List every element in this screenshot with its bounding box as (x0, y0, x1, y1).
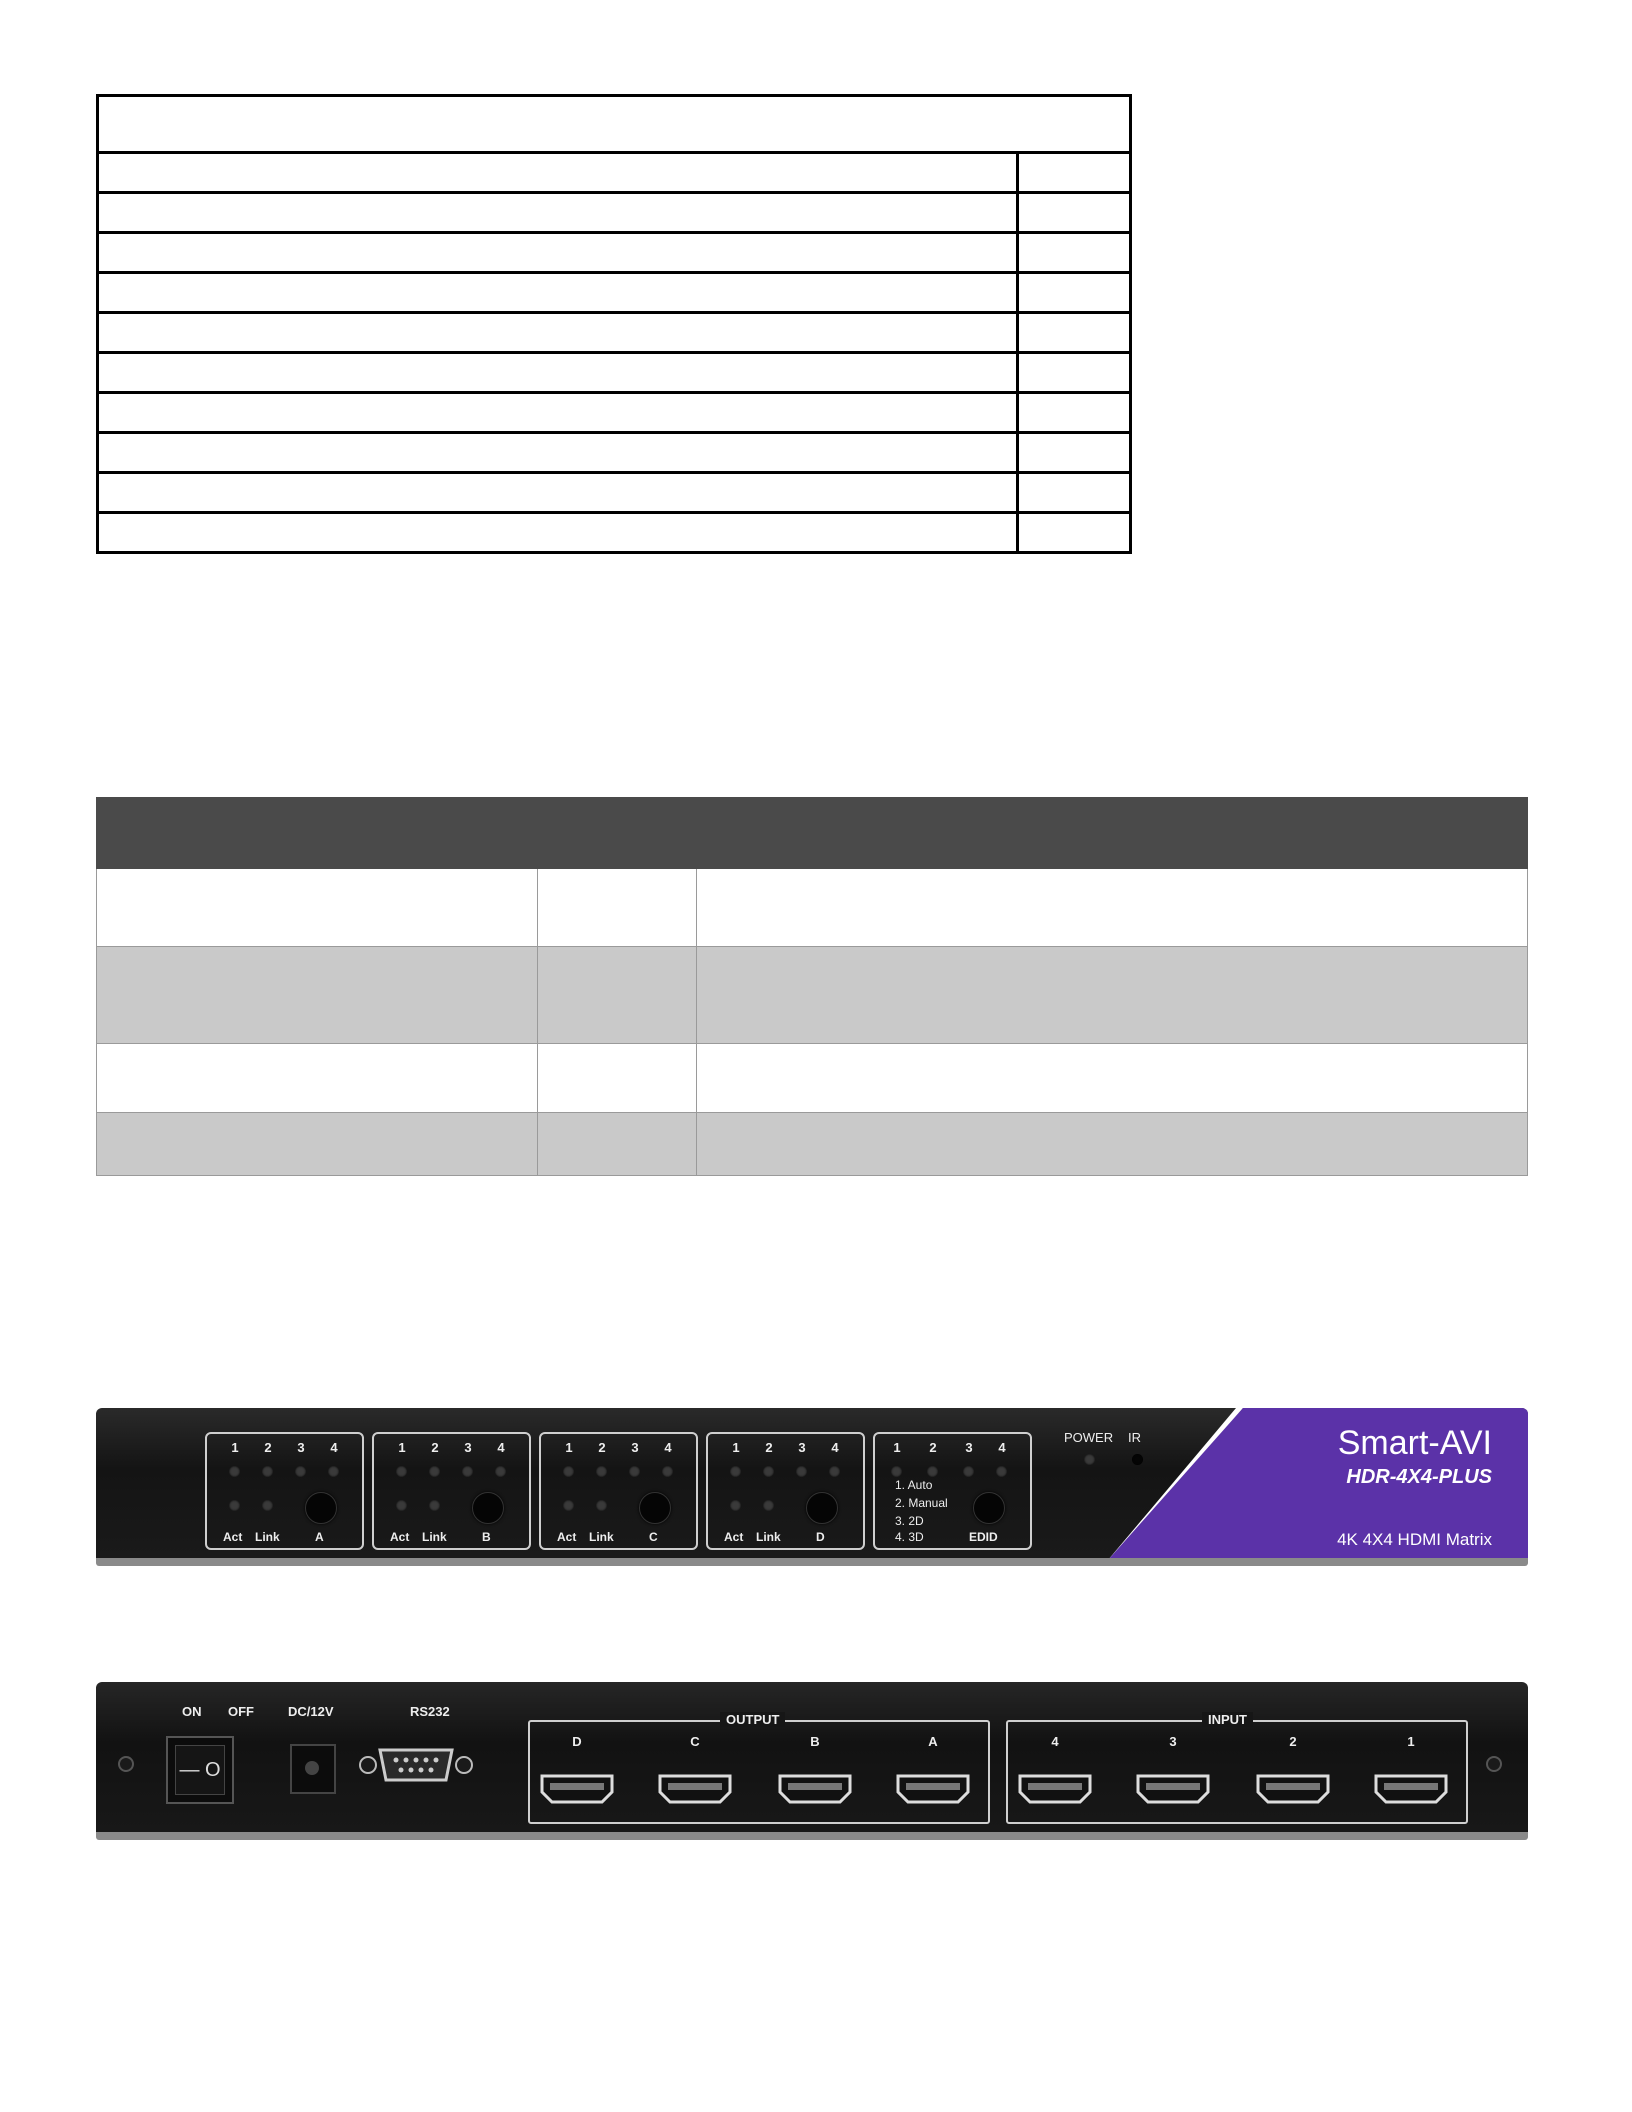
group-label: C (649, 1530, 658, 1544)
port-label: 2 (1289, 1734, 1297, 1749)
led-number: 2 (431, 1440, 439, 1455)
power-label: POWER (1064, 1430, 1114, 1445)
link-label: Link (255, 1530, 280, 1544)
output-title: OUTPUT (720, 1712, 785, 1727)
hdmi-port-icon[interactable] (1374, 1772, 1448, 1806)
link-label: Link (589, 1530, 614, 1544)
front-panel-base (96, 1558, 1528, 1566)
on-label: ON (182, 1704, 202, 1719)
led-indicator (662, 1466, 673, 1477)
led-number: 1 (893, 1440, 901, 1455)
hdmi-port-icon[interactable] (1018, 1772, 1092, 1806)
rear-panel-image (96, 1682, 1528, 1840)
led-indicator (796, 1466, 807, 1477)
led-number: 4 (497, 1440, 505, 1455)
edid-option: 4. 3D (895, 1530, 924, 1544)
led-indicator (396, 1466, 407, 1477)
package-table-header (97, 798, 1528, 869)
act-label: Act (724, 1530, 744, 1544)
led-indicator (328, 1466, 339, 1477)
output-group-d (706, 1432, 865, 1550)
table-row (98, 473, 1131, 513)
group-label: A (315, 1530, 324, 1544)
table-row (97, 1044, 1528, 1113)
table-row (97, 947, 1528, 1044)
group-label: D (816, 1530, 825, 1544)
led-indicator (495, 1466, 506, 1477)
led-indicator (596, 1466, 607, 1477)
led-number: 3 (464, 1440, 472, 1455)
power-led (1084, 1454, 1095, 1465)
spec-table-header-cell (98, 96, 1131, 153)
led-number: 3 (798, 1440, 806, 1455)
edid-label: EDID (969, 1530, 998, 1544)
spec-table (96, 94, 1132, 554)
led-indicator (629, 1466, 640, 1477)
led-indicator (563, 1466, 574, 1477)
led-number: 2 (598, 1440, 606, 1455)
led-number: 3 (297, 1440, 305, 1455)
front-panel-body (96, 1408, 1528, 1560)
link-label: Link (756, 1530, 781, 1544)
port-label: D (572, 1734, 582, 1749)
spec-table-header-row (98, 96, 1131, 153)
port-label: B (810, 1734, 820, 1749)
front-panel-image (96, 1408, 1528, 1566)
select-button-c[interactable] (639, 1492, 671, 1524)
off-label: OFF (228, 1704, 254, 1719)
edid-option: 2. Manual (895, 1496, 948, 1510)
dc-power-jack[interactable] (290, 1744, 336, 1794)
output-group-a (205, 1432, 364, 1550)
table-row (98, 233, 1131, 273)
link-led (596, 1500, 607, 1511)
product-subtitle: 4K 4X4 HDMI Matrix (1337, 1530, 1492, 1549)
act-led (396, 1500, 407, 1511)
table-row (98, 353, 1131, 393)
hdmi-port-icon[interactable] (658, 1772, 732, 1806)
select-button-b[interactable] (472, 1492, 504, 1524)
hdmi-port-icon[interactable] (896, 1772, 970, 1806)
led-indicator (927, 1466, 938, 1477)
output-ports-group (528, 1712, 990, 1824)
screw-icon (118, 1756, 134, 1772)
led-indicator (229, 1466, 240, 1477)
select-button-d[interactable] (806, 1492, 838, 1524)
led-indicator (891, 1466, 902, 1477)
group-label: B (482, 1530, 491, 1544)
act-led (730, 1500, 741, 1511)
led-number: 1 (398, 1440, 406, 1455)
rs232-label: RS232 (410, 1704, 450, 1719)
output-group-c (539, 1432, 698, 1550)
table-row (97, 1113, 1528, 1176)
port-label: 4 (1051, 1734, 1059, 1749)
edid-option: 1. Auto (895, 1478, 933, 1492)
power-switch-rocker: — O (175, 1745, 225, 1795)
led-indicator (996, 1466, 1007, 1477)
led-number: 2 (264, 1440, 272, 1455)
input-ports-group (1006, 1712, 1468, 1824)
link-led (763, 1500, 774, 1511)
link-led (262, 1500, 273, 1511)
led-indicator (963, 1466, 974, 1477)
table-row (97, 869, 1528, 947)
hdmi-port-icon[interactable] (540, 1772, 614, 1806)
table-row (98, 273, 1131, 313)
brand-logo: Smart-AVI (1337, 1424, 1492, 1462)
table-row (98, 153, 1131, 193)
hdmi-port-icon[interactable] (778, 1772, 852, 1806)
table-row (98, 393, 1131, 433)
input-title: INPUT (1202, 1712, 1253, 1727)
act-label: Act (223, 1530, 243, 1544)
act-label: Act (390, 1530, 410, 1544)
hdmi-port-icon[interactable] (1256, 1772, 1330, 1806)
led-number: 4 (998, 1440, 1006, 1455)
rear-panel-base (96, 1832, 1528, 1840)
act-led (229, 1500, 240, 1511)
rs232-port-icon[interactable] (358, 1742, 474, 1788)
act-led (563, 1500, 574, 1511)
table-row (98, 313, 1131, 353)
select-button-a[interactable] (305, 1492, 337, 1524)
led-number: 4 (330, 1440, 338, 1455)
edid-button[interactable] (973, 1492, 1005, 1524)
led-indicator (730, 1466, 741, 1477)
edid-group (873, 1432, 1032, 1550)
dc-label: DC/12V (288, 1704, 334, 1719)
led-indicator (262, 1466, 273, 1477)
act-label: Act (557, 1530, 577, 1544)
led-number: 1 (565, 1440, 573, 1455)
port-label: 3 (1169, 1734, 1177, 1749)
link-led (429, 1500, 440, 1511)
screw-icon (1486, 1756, 1502, 1772)
model-name: HDR-4X4-PLUS (1346, 1466, 1492, 1488)
led-indicator (429, 1466, 440, 1477)
led-indicator (295, 1466, 306, 1477)
led-number: 1 (231, 1440, 239, 1455)
led-number: 2 (765, 1440, 773, 1455)
ir-label: IR (1128, 1430, 1141, 1445)
port-label: 1 (1407, 1734, 1415, 1749)
led-number: 2 (929, 1440, 937, 1455)
table-row (98, 193, 1131, 233)
led-indicator (829, 1466, 840, 1477)
package-table-header-row (97, 798, 1528, 869)
edid-option: 3. 2D (895, 1514, 924, 1528)
table-row (98, 433, 1131, 473)
hdmi-port-icon[interactable] (1136, 1772, 1210, 1806)
rear-panel-body (96, 1682, 1528, 1834)
output-group-b (372, 1432, 531, 1550)
led-number: 1 (732, 1440, 740, 1455)
table-row (98, 513, 1131, 553)
led-number: 4 (831, 1440, 839, 1455)
port-label: C (690, 1734, 700, 1749)
led-indicator (462, 1466, 473, 1477)
package-table (96, 797, 1528, 1176)
led-number: 3 (631, 1440, 639, 1455)
led-indicator (763, 1466, 774, 1477)
link-label: Link (422, 1530, 447, 1544)
led-number: 3 (965, 1440, 973, 1455)
ir-sensor (1132, 1454, 1143, 1465)
led-number: 4 (664, 1440, 672, 1455)
port-label: A (928, 1734, 938, 1749)
power-switch[interactable] (166, 1736, 234, 1804)
